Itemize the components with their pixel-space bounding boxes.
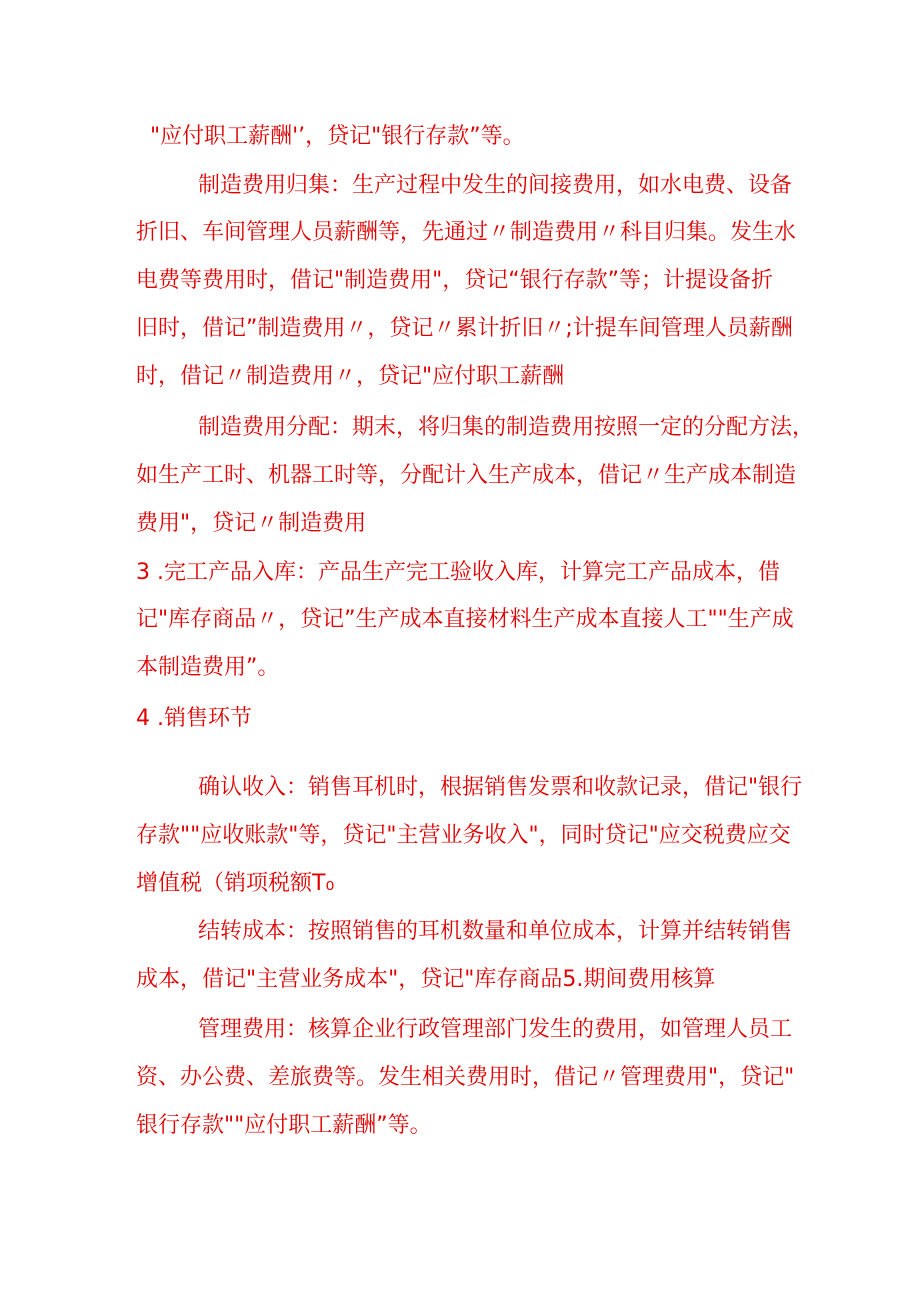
text-line: 银行存款""应付职工薪酬”等。 (136, 1113, 432, 1138)
text-line: 记"库存商品〃，贷记”生产成本直接材料生产成本直接人工""生产成 (136, 607, 794, 632)
text-line: 旧时，借记”制造费用〃，贷记〃累计折旧〃;计提车间管理人员薪酬 (136, 316, 793, 341)
text-line: 增值税（销项税额T₀ (136, 871, 335, 896)
text-line: 确认收入：销售耳机时，根据销售发票和收款记录，借记"银行 (198, 775, 803, 800)
text-line: 资、办公费、差旅费等。发生相关费用时，借记〃管理费用"，贷记" (136, 1065, 795, 1090)
text-line: 制造费用归集：生产过程中发生的间接费用，如水电费、设备 (198, 173, 793, 198)
text-line: 如生产工时、机器工时等，分配计入生产成本，借记〃生产成本制造 (136, 463, 797, 488)
text-line: 折旧、车间管理人员薪酬等，先通过〃制造费用〃科目归集。发生水 (136, 220, 797, 245)
text-line: 费用"，贷记〃制造费用 (136, 511, 367, 536)
text-line: 管理费用：核算企业行政管理部门发生的费用，如管理人员工 (198, 1017, 793, 1042)
text-line: 电费等费用时，借记"制造费用"，贷记“银行存款”等；计提设备折 (136, 268, 774, 293)
text-line: 时，借记〃制造费用〃，贷记"应付职工薪酬 (136, 364, 565, 389)
text-line: 制造费用分配：期末，将归集的制造费用按照一定的分配方法， (198, 415, 815, 440)
text-line: 成本，借记"主营业务成本"，贷记"库存商品5.期间费用核算 (136, 967, 716, 992)
text-line: 存款""应收账款"等，贷记"主营业务收入"，同时贷记"应交税费应交 (136, 823, 791, 848)
section-heading: 4 .销售环节 (136, 706, 252, 731)
section-heading: 3 .完工产品入库：产品生产完工验收入库，计算完工产品成本，借 (136, 560, 780, 585)
text-line: "应付职工薪酬'’，贷记"银行存款”等。 (150, 124, 525, 149)
text-line: 结转成本：按照销售的耳机数量和单位成本，计算并结转销售 (198, 919, 793, 944)
text-line: 本制造费用”。 (136, 655, 280, 680)
